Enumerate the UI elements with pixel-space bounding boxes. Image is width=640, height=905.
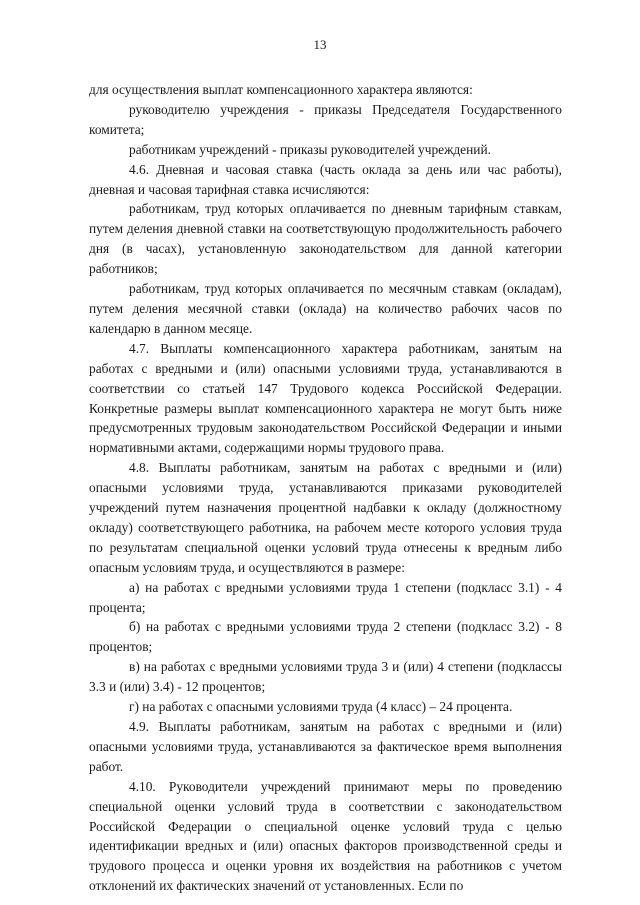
- list-item-v: в) на работах с вредными условиями труда 3 и (или) 4 степени (подклассы 3.3 и (или) 3.4) - 12 процентов;: [89, 659, 562, 695]
- paragraph-intro: для осуществления выплат компенсационного характера являются:: [89, 82, 473, 97]
- page-number: 13: [313, 37, 327, 52]
- paragraph-daily-rate: работникам, труд которых оплачивается по дневным тарифным ставкам, путем деления дневной ставки на соответствующую продолжительность рабочего дня (в часах), установленную законодательством для данной категории работников;: [89, 201, 562, 277]
- paragraph-head-order: руководителю учреждения - приказы Председателя Государственного комитета;: [89, 101, 562, 137]
- paragraph-4-10: 4.10. Руководители учреждений принимают меры по проведению специальной оценки условий труда в соответствии с законодательством Российской Федерации о специальной оценке условий труда с целью идентификации вредных и (или) опасных факторов производственной среды и трудового процесса и оценки уровня их воздействия на работников с учетом отклонений их фактических значений от установленных. Если по: [89, 778, 562, 894]
- paragraph-4-8: 4.8. Выплаты работникам, занятым на работах с вредными и (или) опасными условиями труда, устанавливаются приказами руководителей учреждений путем назначения процентной надбавки к окладу (должностному окладу) соответствующего работника, на рабочем месте которого условия труда по результатам специальной оценки условий труда отнесены к вредным либо опасным условиям труда, и осуществляются в размере:: [89, 460, 562, 575]
- paragraph-4-6: 4.6. Дневная и часовая ставка (часть оклада за день или час работы), дневная и часовая тарифная ставка исчисляются:: [89, 161, 562, 197]
- paragraph-monthly-rate: работникам, труд которых оплачивается по месячным ставкам (окладам), путем деления месячной ставки (оклада) на количество рабочих часов по календарю в данном месяце.: [89, 281, 562, 336]
- paragraph-4-9: 4.9. Выплаты работникам, занятым на работах с вредными и (или) опасными условиями труда, устанавливаются за фактическое время выполнения работ.: [89, 719, 562, 774]
- list-item-a: а) на работах с вредными условиями труда 1 степени (подкласс 3.1) - 4 процента;: [89, 579, 562, 615]
- paragraph-staff-order: работникам учреждений - приказы руководителей учреждений.: [129, 141, 491, 157]
- document-body: [89, 80, 562, 896]
- list-item-g: г) на работах с опасными условиями труда (4 класс) – 24 процента.: [129, 699, 513, 715]
- list-item-b: б) на работах с вредными условиями труда 2 степени (подкласс 3.2) - 8 процентов;: [89, 619, 562, 655]
- paragraph-4-7: 4.7. Выплаты компенсационного характера работникам, занятым на работах с вредными и (или) опасными условиями труда, устанавливаются в соответствии со статьей 147 Трудового кодекса Российской Федерации. Конкретные размеры выплат компенсационного характера не могут быть ниже предусмотренных трудовым законодательством Российской Федерации и иными нормативными актами, содержащими нормы трудового права.: [89, 340, 562, 456]
